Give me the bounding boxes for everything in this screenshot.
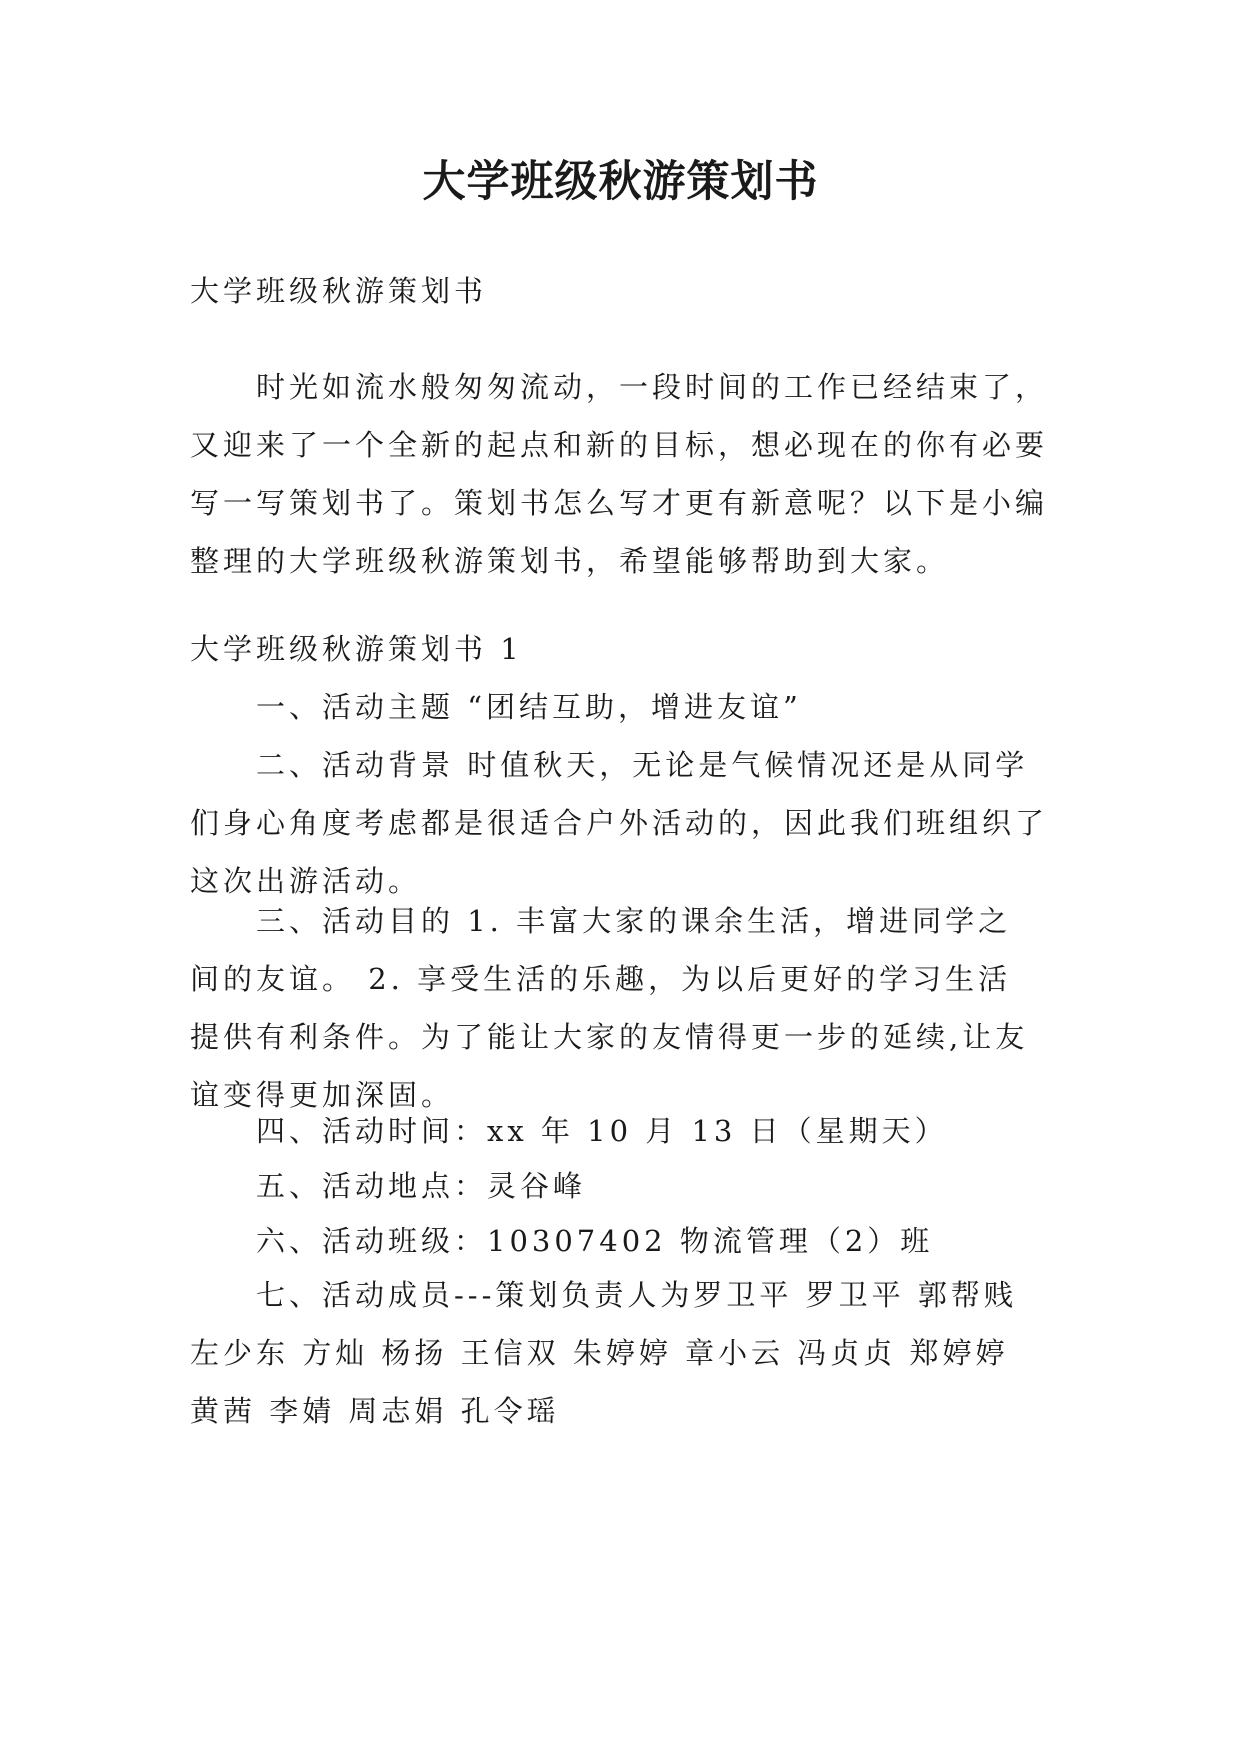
item-background bbox=[190, 736, 1070, 910]
place-line: 五、活动地点：灵谷峰 bbox=[256, 1169, 587, 1203]
members-line-2: 左少东 方灿 杨扬 王信双 朱婷婷 章小云 冯贞贞 郑婷婷 bbox=[190, 1336, 1009, 1370]
purpose-line-4: 谊变得更加深固。 bbox=[190, 1078, 455, 1112]
background-line-3: 这次出游活动。 bbox=[190, 864, 422, 898]
item-place bbox=[190, 1157, 1070, 1215]
subtitle-line: 大学班级秋游策划书 bbox=[190, 274, 488, 308]
background-line-1: 二、活动背景 时值秋天，无论是气候情况还是从同学 bbox=[256, 748, 1029, 782]
document-title: 大学班级秋游策划书 bbox=[422, 157, 819, 207]
intro-line-1: 时光如流水般匆匆流动，一段时间的工作已经结束了， bbox=[256, 370, 1049, 404]
item-theme bbox=[190, 678, 1070, 736]
document-subtitle bbox=[190, 262, 1070, 320]
intro-line-4: 整理的大学班级秋游策划书，希望能够帮助到大家。 bbox=[190, 544, 950, 578]
members-line-1: 七、活动成员---策划负责人为罗卫平 罗卫平 郭帮贱 bbox=[256, 1278, 1017, 1312]
purpose-line-2: 间的友谊。 2. 享受生活的乐趣，为以后更好的学习生活 bbox=[190, 962, 1012, 996]
background-line-2: 们身心角度考虑都是很适合户外活动的，因此我们班组织了 bbox=[190, 806, 1049, 840]
intro-line-3: 写一写策划书了。策划书怎么写才更有新意呢？以下是小编 bbox=[190, 486, 1049, 520]
item-class bbox=[190, 1212, 1070, 1270]
class-line: 六、活动班级：10307402 物流管理（2）班 bbox=[256, 1224, 934, 1258]
theme-line: 一、活动主题 “团结互助，增进友谊” bbox=[256, 690, 802, 724]
purpose-line-3: 提供有利条件。为了能让大家的友情得更一步的延续,让友 bbox=[190, 1020, 1029, 1054]
purpose-line-1: 三、活动目的 1. 丰富大家的课余生活，增进同学之 bbox=[256, 904, 1012, 938]
item-members bbox=[190, 1266, 1070, 1440]
item-purpose bbox=[190, 892, 1070, 1124]
intro-line-2: 又迎来了一个全新的起点和新的目标，想必现在的你有必要 bbox=[190, 428, 1049, 462]
section-heading-text: 大学班级秋游策划书 1 bbox=[190, 632, 523, 666]
item-time bbox=[190, 1102, 1070, 1160]
members-line-3: 黄茜 李婧 周志娟 孔令瑶 bbox=[190, 1394, 560, 1428]
intro-paragraph bbox=[190, 358, 1070, 590]
section-heading bbox=[190, 620, 1070, 678]
time-line: 四、活动时间：xx 年 10 月 13 日（星期天） bbox=[256, 1114, 948, 1148]
